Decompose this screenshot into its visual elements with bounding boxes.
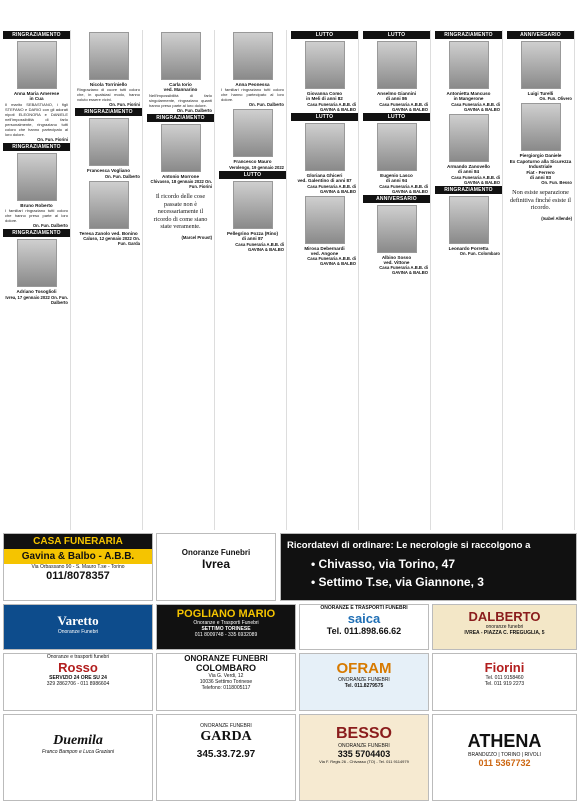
ad-city: SETTIMO TORINESE [201, 626, 251, 632]
deceased-name: Piergiorgio Daniele Ex Capoturno alla Sicurezza Industriale Fiat - Ferrero di anni 83 [509, 153, 572, 181]
deceased-name: Eugenio Lasco di anni 94 [380, 172, 413, 184]
section-header: RINGRAZIAMENTO [3, 229, 70, 237]
ad-address: IVREA - PIAZZA C. FREGUGLIA, 5 [464, 630, 545, 636]
ad-phone: Tel. 011.8279575 [344, 683, 384, 689]
notice-text: Ringraziano di cuore tutti coloro che, in qualsiasi modo, hanno voluto essere vicini. [77, 87, 140, 103]
ad-saica [299, 604, 429, 650]
deceased-name: Adriano Tosoglioli [16, 289, 57, 295]
ad-subtitle: onoranze funebri [485, 624, 524, 630]
portrait-photo [233, 32, 273, 80]
portrait-photo [305, 41, 345, 89]
funeral-home: Casa Funeraria A.B.B. di GAVINA & BALBO [307, 101, 356, 112]
ad-subtitle: BRANDIZZO | TORINO | RIVOLI [468, 752, 541, 758]
ad-phone: 335 5704403 [337, 749, 391, 759]
ad-subtitle: GARDA [200, 729, 252, 744]
deceased-name: Teresa Zanolo ved. Bonino [79, 230, 138, 236]
deceased-name: Francesco Mauro [233, 159, 272, 165]
ad-onoranze-ivrea [156, 533, 276, 601]
ad-phone: 011 5367732 [478, 758, 531, 768]
funeral-home: On. Fun. Dalberto [32, 223, 68, 229]
section-header: RINGRAZIAMENTO [3, 143, 70, 151]
ad-title: CASA FUNERARIA [4, 534, 152, 549]
ad-phone: 011/8078357 [46, 570, 110, 582]
obituary-column [291, 30, 359, 530]
obituary-column [3, 30, 71, 530]
ad-title: Fiorini [484, 660, 525, 675]
funeral-home: On. Fun. Dalberto [248, 102, 284, 108]
deceased-name: Antonio Morrone [162, 173, 199, 179]
funeral-home: Casa Funeraria A.B.B. di GAVINA & BALBO [379, 183, 428, 194]
section-header: LUTTO [363, 113, 430, 121]
deceased-name: Anna Peonessa [235, 82, 270, 87]
funeral-home: On. Fun. Dalberto [104, 173, 140, 179]
banner-address-1: • Chivasso, via Torino, 47 [311, 557, 456, 571]
portrait-photo [233, 181, 273, 229]
ad-address: Via F. Regis 26 - Chivasso (TO) - Tel. 011 9114979 [319, 759, 409, 764]
ad-title: Onoranze e trasporti funebri [46, 654, 110, 660]
ad-dalberto [432, 604, 577, 650]
portrait-photo [89, 32, 129, 80]
ad-title: OFRAM [336, 660, 392, 677]
portrait-photo [449, 196, 489, 244]
portrait-photo [305, 196, 345, 244]
banner-title: Ricordatevi di ordinare: Le necrologie si raccolgono a [287, 540, 531, 551]
section-header: ANNIVERSARIO [363, 195, 430, 203]
obituary-column [363, 30, 431, 530]
ad-title: Varetto [57, 613, 99, 628]
portrait-photo [377, 123, 417, 171]
portrait-photo [17, 41, 57, 89]
ad-subtitle: ONORANZE FUNEBRI [338, 743, 390, 749]
ad-city: 10036 Settimo Torinese [199, 679, 253, 685]
ad-logo-text: Rosso [58, 660, 98, 675]
funeral-home: Casa Funeraria A.B.B. di GAVINA & BALBO [307, 183, 356, 194]
funeral-home: Casa Funeraria A.B.B. di GAVINA & BALBO [379, 265, 428, 276]
ad-ofram [299, 653, 429, 711]
deceased-name: Bruno Roberto [20, 202, 53, 208]
funeral-home: On. Fun. Olivero [539, 96, 572, 102]
funeral-home: Casa Funeraria A.B.B. di GAVINA & BALBO [451, 101, 500, 112]
funeral-home: Ivrea, 17 gennaio 2022 On. Fun. Dalberto [5, 294, 68, 305]
ad-athena [432, 714, 577, 801]
section-header: RINGRAZIAMENTO [75, 108, 142, 116]
deceased-name: Anselmo Giannini di anni 86 [376, 91, 417, 102]
ad-colombaro [156, 653, 296, 711]
ad-rosso [3, 653, 153, 711]
deceased-name: Antonietta Mancuso in Mangerone [446, 91, 491, 102]
notice-text: I familiari ringraziano tutti coloro che hanno preso parte al loro dolore. [5, 208, 68, 224]
section-header: ANNIVERSARIO [507, 31, 574, 39]
ad-subtitle: ONORANZE FUNEBRI [338, 677, 390, 683]
ad-title: POGLIANO MARIO [176, 608, 276, 620]
funeral-home: On. Fun. Fiorini [37, 136, 68, 142]
ad-phone-2: Tel. 011 919 2273 [484, 681, 525, 687]
section-header: RINGRAZIAMENTO [147, 114, 214, 122]
portrait-photo [305, 123, 345, 171]
ad-varetto [3, 604, 153, 650]
ad-address: Via G. Verdi, 12 [208, 673, 244, 679]
section-header: LUTTO [291, 31, 358, 39]
ad-title: ONORANZE E TRASPORTI FUNEBRI [320, 605, 408, 611]
funeral-home: On. Fun. Besso [541, 180, 572, 186]
funeral-home: On. Fun. Colombaro [459, 251, 500, 257]
ad-subtitle: COLOMBARO [196, 663, 256, 673]
deceased-name: Mirosa Debernardi ved. Angone [304, 245, 345, 257]
portrait-photo [377, 205, 417, 253]
portrait-photo [89, 118, 129, 166]
banner-address-2: • Settimo T.se, via Giannone, 3 [311, 575, 484, 589]
ad-phone-1: Tel. 011 9158460 [485, 675, 524, 681]
section-header: LUTTO [219, 171, 286, 179]
funeral-home: Verolengo, 19 gennaio 2022 [229, 164, 284, 170]
ad-phone: 329 2862706 - 011 8986604 [46, 681, 110, 687]
deceased-name: Giovanna Como in Meli di anni 82 [306, 91, 343, 102]
portrait-photo [161, 124, 201, 172]
deceased-name: Armando Zanovello di anni 84 [447, 163, 490, 175]
portrait-photo [161, 32, 201, 80]
portrait-photo [233, 109, 273, 157]
ad-title: ATHENA [467, 731, 542, 751]
ad-title: Duemila [53, 733, 103, 748]
ad-ordering-banner [280, 533, 577, 601]
deceased-name: Carla Iorio ved. Mannarino [163, 82, 198, 93]
portrait-photo [449, 114, 489, 162]
ad-pogliano-mario [156, 604, 296, 650]
ad-title: ONORANZE FUNEBRI [184, 654, 268, 663]
ad-title: Onoranze Funebri [181, 548, 251, 557]
section-header: RINGRAZIAMENTO [435, 186, 502, 194]
funeral-home: Chivasso, 18 gennaio 2022 On. Fun. Fiorini [150, 179, 212, 190]
portrait-photo [89, 181, 129, 229]
deceased-name: Pellegrino Pozza (Rino) di anni 87 [226, 230, 279, 242]
obituary-column [75, 30, 143, 530]
ad-besso [299, 714, 429, 801]
funeral-home: Caluso, 12 gennaio 2022 On. Fun. Garda [83, 236, 140, 247]
section-header: LUTTO [291, 113, 358, 121]
section-header: LUTTO [363, 31, 430, 39]
ad-title: BESSO [335, 725, 392, 742]
ad-subtitle: Ivrea [201, 557, 231, 571]
quote-author: (Isabel Allende) [541, 215, 572, 221]
ad-phone: 011 8009748 - 335 6932089 [194, 632, 258, 638]
ad-logo-text: saica [347, 611, 381, 626]
portrait-photo [377, 41, 417, 89]
ad-fiorini [432, 653, 577, 711]
portrait-photo [449, 41, 489, 89]
funeral-home: Casa Funeraria A.B.B. di GAVINA & BALBO [235, 241, 284, 252]
section-header: RINGRAZIAMENTO [3, 31, 70, 39]
ad-subtitle: Franco Bampon e Luca Graziani [42, 749, 114, 755]
notice-text: Il marito SEBASTIANO, i figli STEFANO e DARIO con gli adorati nipoti ELEONORA e DANIELE nell'impossibilità di farlo personalmente, ringraziano tutti coloro che hanno partecipato al loro dolore. [5, 101, 68, 137]
deceased-name: Francesca Vogliano [86, 168, 131, 174]
obituary-column [219, 30, 287, 530]
funeral-home: On. Fun. Fiorini [109, 102, 140, 108]
ad-subtitle: Onoranze e Trasporti Funebri [193, 620, 259, 626]
funeral-home: On. Fun. Dalberto [176, 107, 212, 113]
notice-text: I familiari ringraziano tutti coloro che hanno partecipato al loro dolore. [221, 87, 284, 103]
portrait-photo [17, 153, 57, 201]
deceased-name: Albino Sosso ved. Vittone [381, 254, 412, 266]
ad-title: DALBERTO [468, 609, 541, 624]
funeral-home: Casa Funeraria A.B.B. di GAVINA & BALBO [379, 101, 428, 112]
memorial-quote: Il ricordo delle cose passate non è necessariamente il ricordo di come siano state veramente. [153, 193, 208, 231]
quote-author: (Marcel Proust) [181, 234, 212, 240]
deceased-name: Gloriana Ghiceri ved. Galentino di anni 87 [297, 172, 352, 184]
obituary-column [435, 30, 503, 530]
portrait-photo [17, 239, 57, 287]
deceased-name: Anna Maria Amerese in Cua [13, 91, 60, 102]
ad-title: ONORANZE FUNEBRI [200, 723, 252, 729]
portrait-photo [521, 41, 561, 89]
ad-duemila [3, 714, 153, 801]
obituary-column [507, 30, 575, 530]
deceased-name: Luigi Turelli [527, 91, 554, 96]
ad-phone: Telefono: 0118005117 [201, 685, 251, 691]
ad-casa-funeraria-gavina [3, 533, 153, 601]
section-header: RINGRAZIAMENTO [435, 31, 502, 39]
ad-phone: 345.33.72.97 [196, 749, 256, 760]
obituary-column [147, 30, 215, 530]
portrait-photo [521, 103, 561, 151]
funeral-home: Casa Funeraria A.B.B. di GAVINA & BALBO [307, 256, 356, 267]
funeral-home: Casa Funeraria A.B.B. di GAVINA & BALBO [451, 174, 500, 185]
ad-phone: Tel. 011.898.66.62 [326, 626, 402, 636]
ad-address: Via Orbassano 90 - S. Mauro T.se - Torino [31, 564, 125, 570]
deceased-name: Nicola Torriniello [89, 82, 128, 87]
ad-subtitle: Gavina & Balbo - A.B.B. [4, 549, 152, 564]
ad-subtitle: Onoranze Funebri [57, 629, 99, 635]
deceased-name: Leonardo Porretta [448, 245, 489, 251]
ad-garda [156, 714, 296, 801]
memorial-quote: Non esiste separazione definitiva finché esiste il ricordo. [510, 189, 571, 212]
ad-hours: SERVIZIO 24 ORE SU 24 [49, 675, 107, 681]
notice-text: Nell'impossibilità di farlo singolarmente, ringraziano quanti hanno preso parte al loro dolore. [149, 92, 212, 108]
